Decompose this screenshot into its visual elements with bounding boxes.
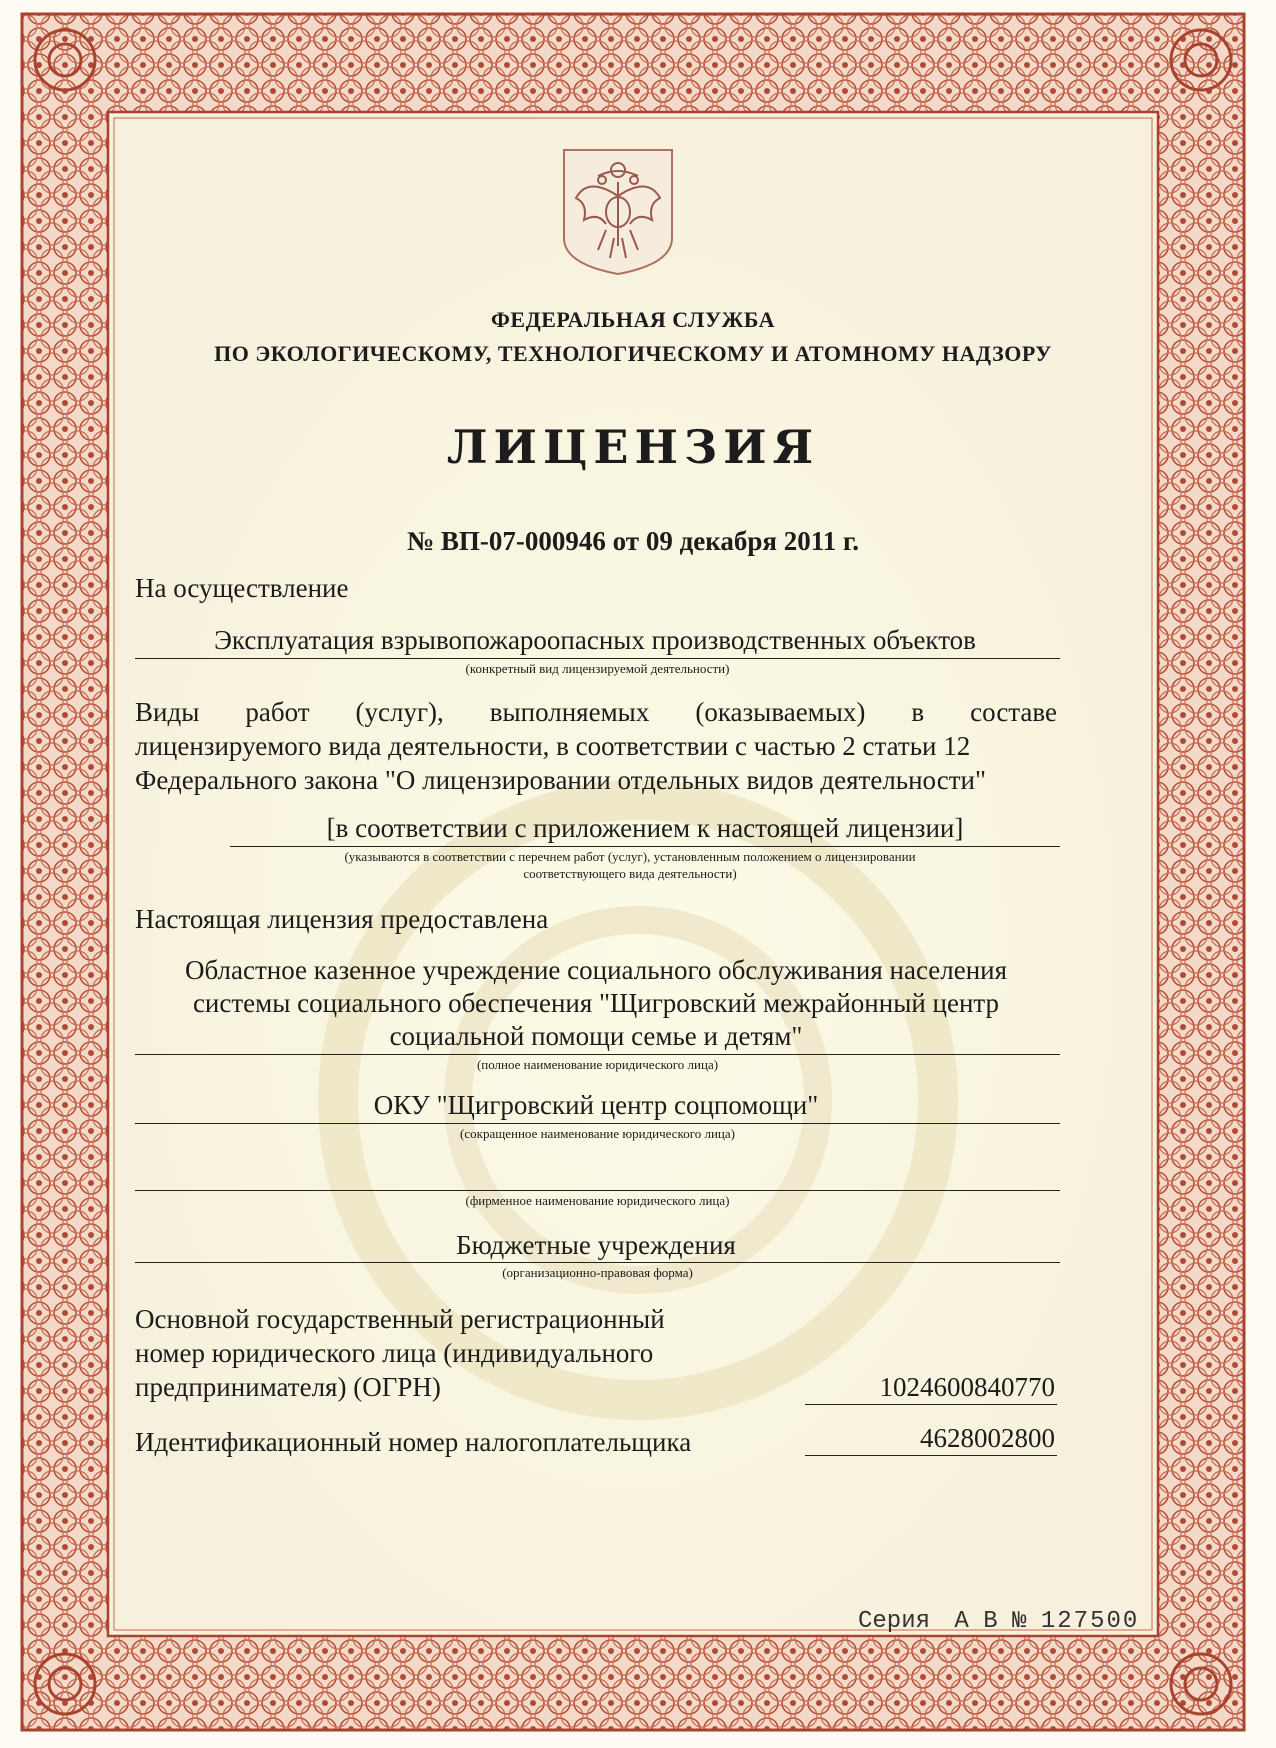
activity-intro: На осуществление (135, 573, 349, 603)
ogrn-label-line1: Основной государственный регистрационный (135, 1304, 665, 1334)
coat-of-arms-icon (558, 146, 678, 276)
works-word: составе (970, 697, 1057, 727)
series-letters: А В (954, 1608, 998, 1635)
license-number: № ВП-07-000946 от 09 декабря 2011 г. (407, 526, 859, 556)
legal-form-caption: (организационно-правовая форма) (502, 1265, 693, 1280)
brand-name-underline (135, 1190, 1060, 1191)
works-underline (230, 846, 1060, 847)
agency-name-line1: ФЕДЕРАЛЬНАЯ СЛУЖБА (491, 307, 775, 332)
works-word: работ (245, 697, 310, 727)
licensee-full-name-line1: Областное казенное учреждение социального обслуживания населения (184, 955, 1008, 985)
works-value: [в соответствии с приложением к настоящей лицензии] (326, 813, 964, 843)
activity-caption: (конкретный вид лицензируемой деятельности) (465, 661, 730, 676)
legal-form: Бюджетные учреждения (456, 1230, 736, 1260)
series-label: Серия (858, 1608, 931, 1635)
works-line2: лицензируемого вида деятельности, в соответствии с частью 2 статьи 12 (135, 731, 971, 761)
works-line1 (135, 697, 1057, 728)
works-word: Виды (135, 697, 200, 727)
works-caption-line2: соответствующего вида деятельности) (523, 866, 737, 881)
licensee-full-name-line3: социальной помощи семье и детям" (389, 1021, 803, 1051)
works-word: выполняемых (489, 697, 650, 727)
number-sign: № (1012, 1608, 1027, 1635)
licensee-full-name-line2: системы социального обеспечения "Щигровский межрайонный центр (192, 988, 1000, 1018)
works-line3: Федерального закона "О лицензировании отдельных видов деятельности" (135, 765, 986, 795)
full-name-underline (135, 1054, 1060, 1055)
ogrn-value: 1024600840770 (879, 1372, 1055, 1402)
activity-underline (135, 658, 1060, 659)
agency-name-line2: ПО ЭКОЛОГИЧЕСКОМУ, ТЕХНОЛОГИЧЕСКОМУ И АТОМНОМУ НАДЗОРУ (214, 341, 1052, 366)
ogrn-underline (805, 1404, 1057, 1405)
works-caption-line1: (указываются в соответствии с перечнем работ (услуг), установленным положением о лицензировании (344, 849, 916, 864)
inn-underline (805, 1455, 1057, 1456)
ogrn-label-line3: предпринимателя) (ОГРН) (135, 1372, 441, 1402)
brand-name-caption: (фирменное наименование юридического лица) (465, 1193, 730, 1208)
short-name-caption: (сокращенное наименование юридического лица) (460, 1126, 735, 1141)
inn-value: 4628002800 (920, 1423, 1055, 1453)
works-word: (услуг), (355, 697, 444, 727)
document-title: ЛИЦЕНЗИЯ (446, 420, 820, 474)
works-word: (оказываемых) (695, 697, 866, 727)
ogrn-label-line2: номер юридического лица (индивидуального (135, 1338, 654, 1368)
series-number-block (858, 1608, 1139, 1635)
works-word: в (911, 697, 925, 727)
licensee-intro: Настоящая лицензия предоставлена (135, 904, 549, 934)
licensee-short-name: ОКУ "Щигровский центр соцпомощи" (373, 1090, 819, 1120)
legal-form-underline (135, 1262, 1060, 1263)
activity-value: Эксплуатация взрывопожароопасных производственных объектов (214, 625, 976, 655)
short-name-underline (135, 1123, 1060, 1124)
inn-label: Идентификационный номер налогоплательщика (135, 1427, 692, 1457)
full-name-caption: (полное наименование юридического лица) (476, 1057, 719, 1072)
series-number: 127500 (1040, 1608, 1140, 1635)
